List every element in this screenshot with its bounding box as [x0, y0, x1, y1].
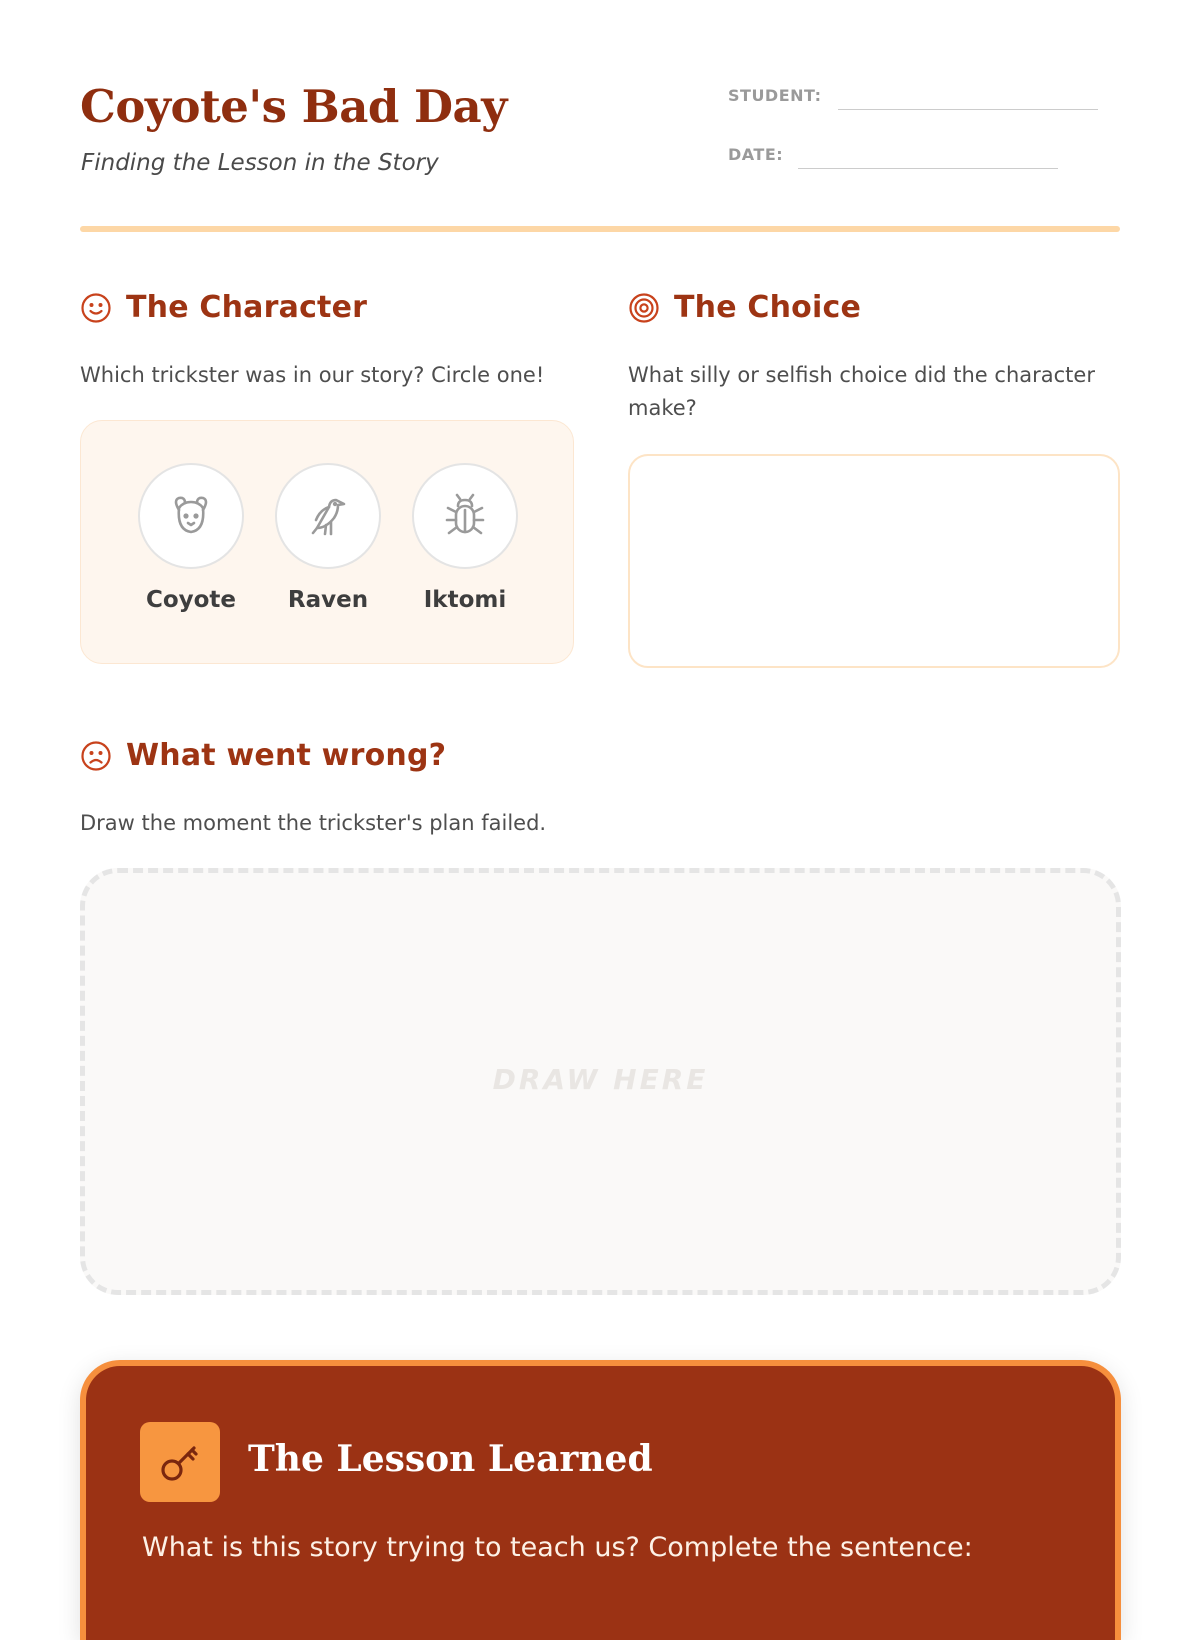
character-options-box — [80, 420, 574, 664]
target-icon — [628, 292, 660, 324]
character-option-iktomi[interactable] — [410, 463, 520, 613]
choice-section-heading — [628, 290, 861, 325]
character-circle[interactable] — [275, 463, 381, 569]
bird-icon — [302, 490, 354, 542]
lesson-icon-badge — [140, 1422, 220, 1502]
wrong-prompt: Draw the moment the trickster's plan failed. — [80, 811, 547, 835]
character-name-coyote: Coyote — [145, 587, 237, 613]
header-divider — [80, 226, 1120, 232]
lesson-card — [80, 1360, 1121, 1640]
lesson-heading: The Lesson Learned — [248, 1438, 653, 1480]
draw-here-hint: DRAW HERE — [492, 1063, 709, 1096]
character-option-coyote[interactable] — [136, 463, 246, 613]
worksheet-subtitle: Finding the Lesson in the Story — [81, 150, 439, 176]
choice-prompt: What silly or selfish choice did the character make? — [628, 363, 1095, 420]
drawing-area[interactable] — [80, 868, 1121, 1295]
character-name-iktomi: Iktomi — [423, 587, 507, 613]
character-prompt: Which trickster was in our story? Circle one! — [80, 363, 545, 387]
choice-heading-text: The Choice — [674, 290, 862, 325]
character-name-raven: Raven — [287, 587, 369, 613]
bug-icon — [439, 490, 491, 542]
frown-icon — [80, 740, 112, 772]
lesson-prompt: What is this story trying to teach us? Complete the sentence: — [142, 1532, 973, 1563]
dog-icon — [165, 490, 217, 542]
worksheet-title: Coyote's Bad Day — [80, 80, 507, 133]
character-option-raven[interactable] — [273, 463, 383, 613]
key-icon — [154, 1436, 206, 1488]
wrong-section-heading — [80, 738, 446, 773]
character-heading-text: The Character — [126, 290, 368, 325]
character-section-heading — [80, 290, 367, 325]
date-label: DATE: — [728, 145, 784, 164]
character-circle[interactable] — [138, 463, 244, 569]
date-line[interactable] — [798, 168, 1058, 169]
smile-icon — [80, 292, 112, 324]
choice-answer-box[interactable] — [628, 454, 1120, 668]
character-circle[interactable] — [412, 463, 518, 569]
wrong-heading-text: What went wrong? — [126, 738, 447, 773]
student-label: STUDENT: — [728, 86, 822, 105]
student-name-line[interactable] — [838, 109, 1098, 110]
